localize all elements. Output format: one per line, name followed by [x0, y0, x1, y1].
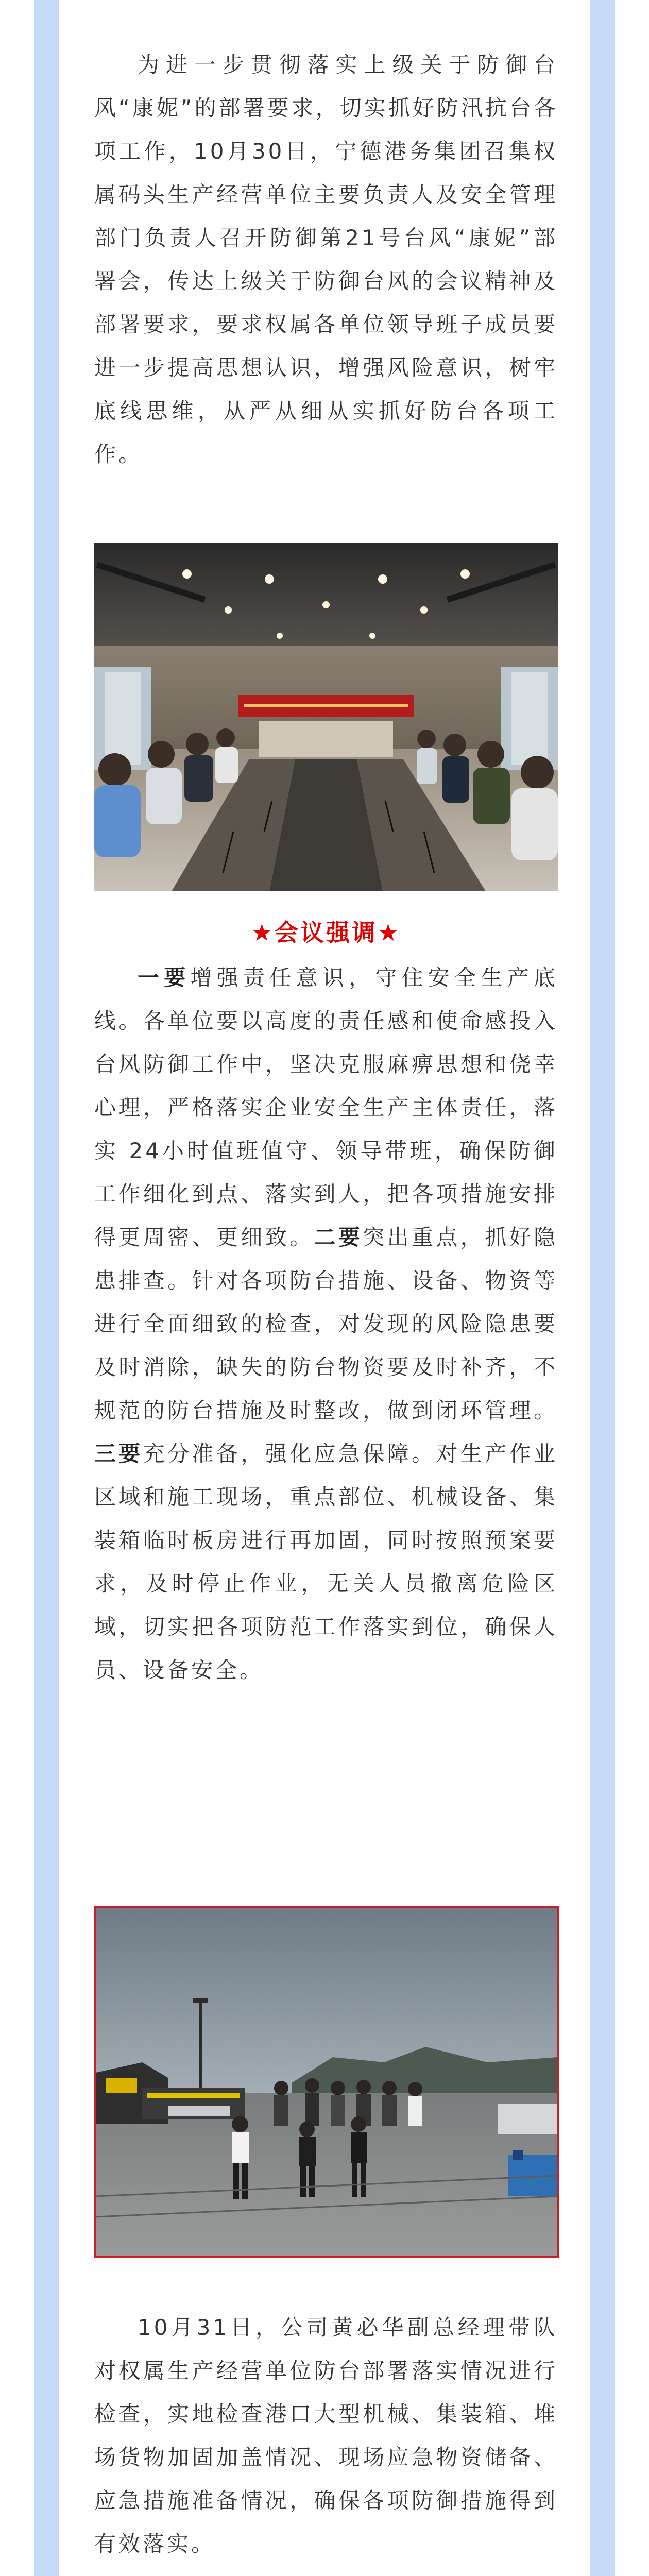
emphasis-text-1: 增强责任意识，守住安全生产底线。各单位要以高度的责任感和使命感投入台风防御工作中，坚决克服麻痹思想和侥幸心理，严格落实企业安全生产主体责任，落实 24小时值班值守、领导带班，确保防御工作细化到点、落实到人，把各项措施安排得更周密、更细致。	[94, 965, 558, 1250]
intro-paragraph: 为进一步贯彻落实上级关于防御台风“康妮”的部署要求，切实抓好防汛抗台各项工作，10月30日，宁德港务集团召集权属码头生产经营单位主要负责人及安全管理部门负责人召开防御第21号台风“康妮”部署会，传达上级关于防御台风的会议精神及部署要求，要求权属各单位领导班子成员要进一步提高思想认识，增强风险意识，树牢底线思维，从严从细从实抓好防台各项工作。	[94, 52, 558, 467]
emphasis-text-2: 突出重点，抓好隐患排查。针对各项防台措施、设备、物资等进行全面细致的检查，对发现的风险隐患要及时消除，缺失的防台物资要及时补齐，不规范的防台措施及时整改，做到闭环管理。	[94, 1225, 558, 1423]
emphasis-paragraph	[94, 956, 558, 1692]
emphasis-label-1: 一要	[138, 965, 191, 990]
emphasis-text-3: 充分准备，强化应急保障。对生产作业区域和施工现场，重点部位、机械设备、集装箱临时板房进行再加固，同时按照预案要求，及时停止作业，无关人员撤离危险区域，切实把各项防范工作落实到位，确保人员、设备安全。	[94, 1441, 558, 1683]
inspection-paragraph: 10月31日，公司黄必华副总经理带队对权属生产经营单位防台部署落实情况进行检查，实地检查港口大型机械、集装箱、堆场货物加固加盖情况、现场应急物资储备、应急措施准备情况，确保各项防御措施得到有效落实。	[94, 2315, 558, 2556]
emphasis-label-2: 二要	[314, 1225, 363, 1250]
meeting-photo	[94, 543, 558, 891]
emphasis-label-3: 三要	[94, 1441, 143, 1466]
section-heading: ★会议强调★	[251, 919, 401, 946]
inspection-photo	[94, 1906, 559, 2258]
